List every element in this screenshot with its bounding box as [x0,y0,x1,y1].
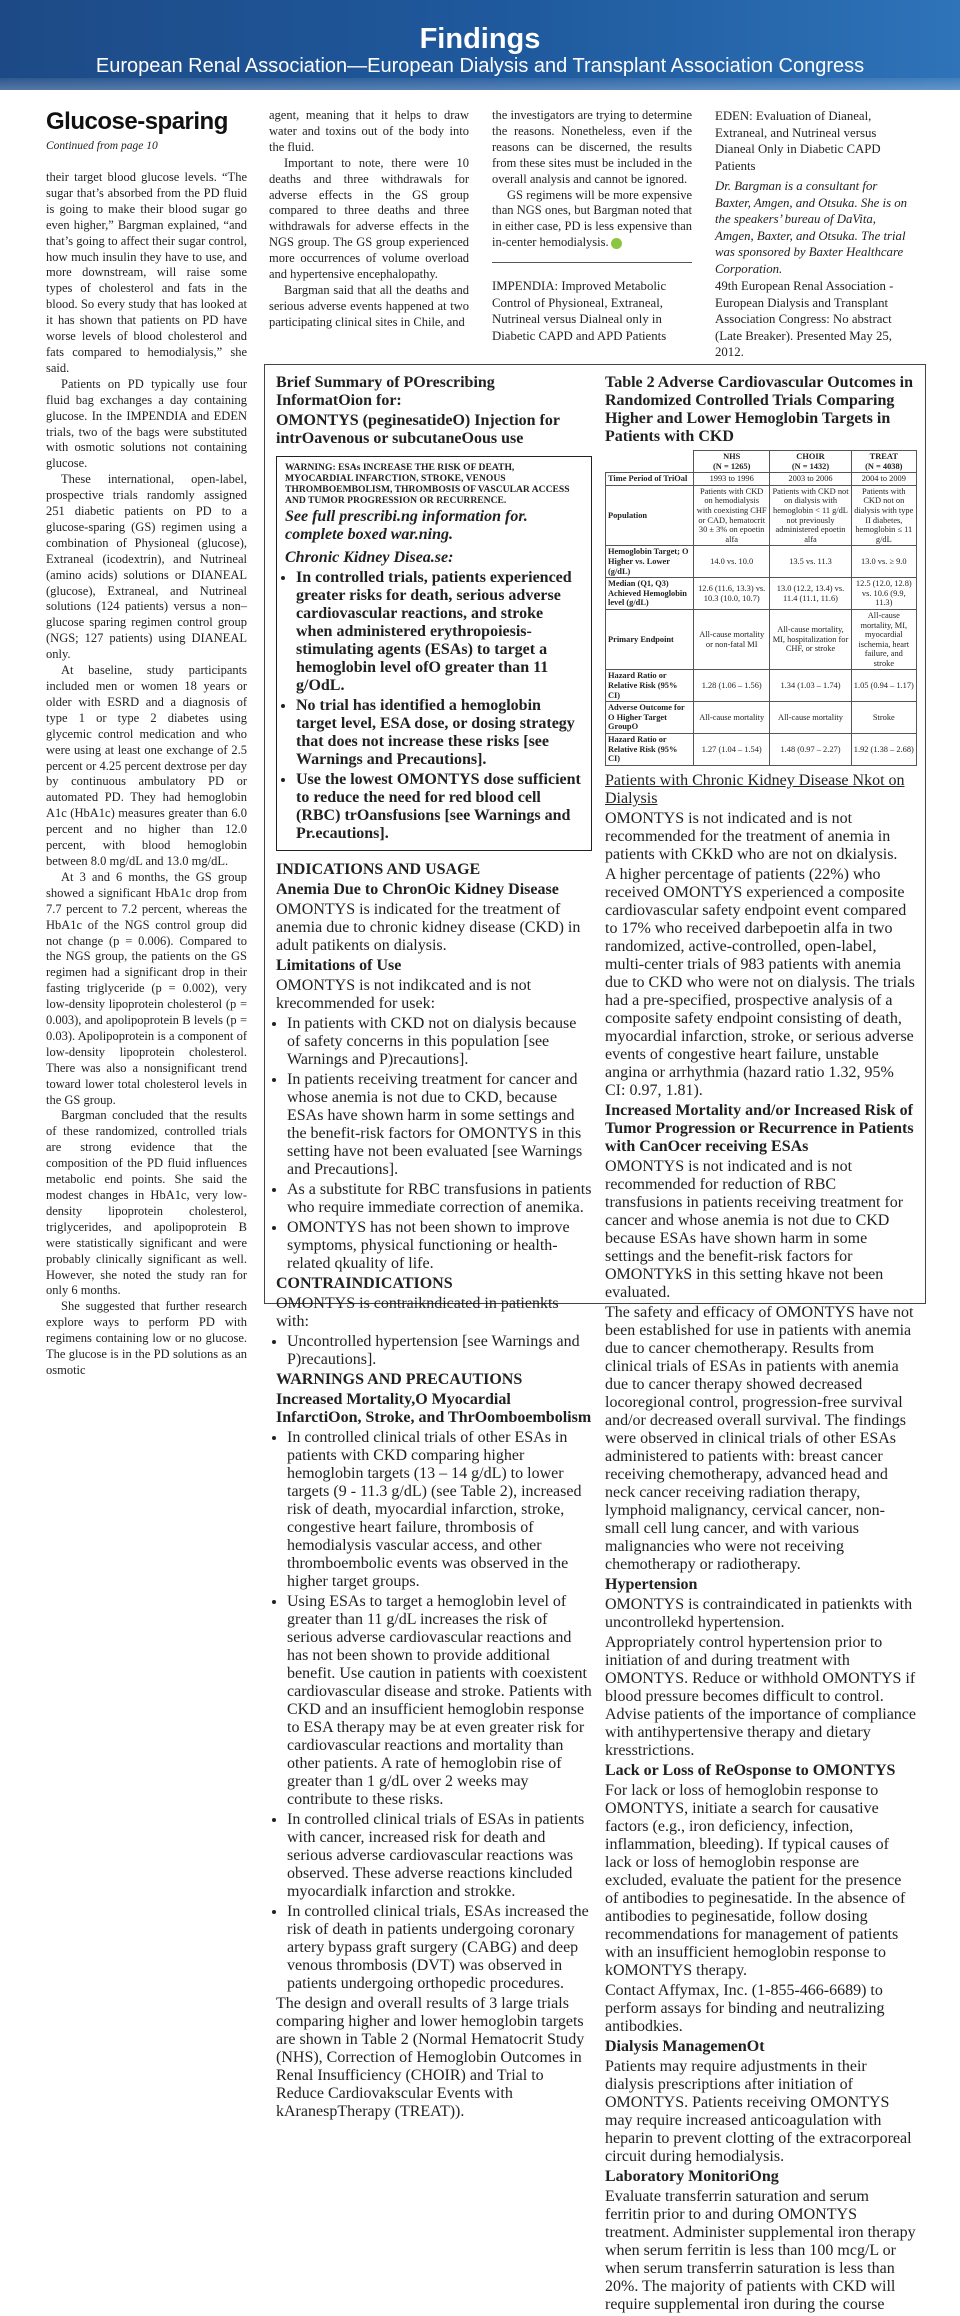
header-band [0,78,960,90]
eden-definition: EDEN: Evaluation of Dianeal, Extraneal, and Nutrineal versus Dianeal Only in Diabetic CAPD Patients [715,109,881,173]
section-title: Findings [419,23,541,55]
table-row [606,734,917,766]
dialysis-heading: Dialysis ManagemenOt [605,2037,765,2055]
table-cell: 1.28 (1.06 – 1.56) [694,670,770,702]
table-cell: 2003 to 2006 [770,473,851,486]
end-mark-icon [611,238,622,249]
indications-heading: INDICATIONS AND USAGE [276,861,481,878]
article-column-1 [46,170,247,1379]
paragraph: the investigators are trying to determine the reasons. Nonetheless, even if the reasons can be discerned, the results from these sites must be included in the overall analysis and cannot be ignored. [492,108,692,186]
table-cell: All-cause mortality or non-fatal MI [694,609,770,670]
table-column-header: CHOIR (N = 1432) [770,451,851,473]
row-label: Hazard Ratio or Relative Risk (95% CI) [606,734,694,766]
dialysis-text: Patients may require adjustments in their dialysis prescriptions after initiation of OMONTYS. Patients receiving OMONTYS may require increased anticoagulation with heparin to prevent clotting of the extracorporeal circuit during hemodialysis. [605,2057,912,2165]
table-cell: Stroke [851,702,916,734]
table-cell: Patients with CKD not on dialysis with hemoglobin < 11 g/dL not previously administered epoetin alfa [770,485,851,546]
table-cell: All-cause mortality, MI, myocardial ischemia, heart failure, and stroke [851,609,916,670]
table-column-header: TREAT (N = 4038) [851,451,916,473]
list-item: • Use the lowest OMONTYS dose sufficient to reduce the need for red blood cell (RBC) trOansfusions [see Warnings and Pr.ecautions]. [296,771,583,843]
table-corner [606,451,694,473]
paragraph: their target blood glucose levels. “The sugar that’s absorbed from the PD fluid is going to make their blood sugar go even higher,” Bargman explained, “and that’s going to affect their sugar control, how much insulin they have to use, and more downstream, will raise some types of cholesterol and fats in the blood. So every study that has looked at it has shown that patients on PD have worse levels of blood cholesterol and fats compared to hemodialysis,” she said. [46,170,247,375]
ckd-heading: Chronic Kidney Disea.se: [285,549,454,566]
list-item: • Using ESAs to target a hemoglobin level of greater than 11 g/dL increases the risk of serious adverse cardiovascular reactions and has not been shown to provide additional benefit. Use caution in patients with coexistent cardiovascular disease and stroke. Patients with CKD and an insufficient hemoglobin response to ESA therapy may be at even greater risk for cardiovascular reactions and mortality than other patients. A rate of hemoglobin rise of greater than 1 g/dL over 2 weeks may contribute to these risks. [287,1593,592,1809]
table-cell: 13.0 vs. ≥ 9.0 [851,546,916,578]
list-item: • In patients receiving treatment for cancer and whose anemia is not due to CKD, because ESAs have shown harm in some settings and the benefit-risk factors for OMONTYS in this setting have not been evaluated [see Warnings and Precautions]. [287,1071,592,1179]
tumor-text: The safety and efficacy of OMONTYS have not been established for use in patients with anemia due to cancer chemotherapy. Results from clinical trials of ESAs in patients with anemia due to cancer therapy showed decreased locoregional control, progression-free survival and/or decreased overall survival. The findings were observed in clinical trials of other ESAs administered to patients with: breast cancer receiving chemotherapy, advanced head and neck cancer receiving radiation therapy, lymphoid malignancy, cervical cancer, non-small cell lung cancer, and with various malignancies who were not receiving chemotherapy or radiotherapy. [605,1303,914,1573]
paragraph: Important to note, there were 10 deaths and three withdrawals for adverse effects in the GS group compared to three deaths and three withdrawals for adverse effects in the NGS group. The GS group experienced more occurrences of volume overload and hypertensive encephalopathy. [269,155,469,282]
row-label: Time Period of TriOal [606,473,694,486]
anemia-heading: Anemia Due to ChronOic Kidney Disease [276,881,559,898]
table-row [606,609,917,670]
list-item: • In controlled clinical trials, ESAs increased the risk of death in patients undergoing coronary artery bypass graft surgery (CABG) and deep venous thrombosis (DVT) was observed in patients undergoing orthopedic procedures. [287,1903,592,1993]
table-cell: 12.5 (12.0, 12.8) vs. 10.6 (9.9, 11.3) [851,578,916,610]
table-row [606,546,917,578]
table-cell: Patients with CKD on hemodialysis with coexisting CHF or CAD, hematocrit 30 ± 3% on epoetin alfa [694,485,770,546]
table-cell: 12.6 (11.6, 13.3) vs. 10.3 (10.0, 10.7) [694,578,770,610]
table-cell: 1.05 (0.94 – 1.17) [851,670,916,702]
paragraph: agent, meaning that it helps to draw water and toxins out of the body into the fluid. [269,108,469,154]
warning-see: See full prescribi.ng information for. complete boxed war.ning. [285,508,528,543]
hypertension-text: OMONTYS is contraindicated in patienkts with uncontrollekd hypertension. [605,1595,913,1631]
table-cell: 13.5 vs. 11.3 [770,546,851,578]
paragraph: Bargman concluded that the results of these randomized, controlled trials are strong evidence that the composition of the PD fluid influences metabolic end points. She said the modest changes in HbA1c, very low-density lipoprotein cholesterol, triglycerides, and apolipoprotein B were statistically significant and were probably clinically significant as well. However, she noted the study ran for only 6 months. [46,1108,247,1298]
list-item: • No trial has identified a hemoglobin target level, ESA dose, or dosing strategy that does not increase these risks [see Warnings and Precautions]. [296,697,583,769]
table-title: Table 2 Adverse Cardiovascular Outcomes in Randomized Controlled Trials Comparing Higher and Lower Hemoglobin Targets in Patients with CKD [605,374,914,445]
article-column-2 [269,108,469,331]
article-column-3 [492,108,692,251]
summary-title: Brief Summary of POrescribing InformatOion for: [276,374,495,409]
contraindications-list [276,1333,592,1369]
author-disclosure: Dr. Bargman is a consultant for Baxter, Amgen, and Otsuka. She is on the speakers’ bureau of DaVita, Amgen, Baxter, and Otsuka. The trial was sponsored by Baxter Healthcare Corporation. [715,179,908,276]
paragraph-text: GS regimens will be more expensive than NGS ones, but Bargman noted that in either case, PD is less expensive than in-center hemodialysis. [492,187,692,250]
tumor-text: OMONTYS is not indicated and is not recommended for reduction of RBC transfusions in patients receiving treatment for cancer and whose anemia is not due to CKD because ESAs have shown harm in some settings and the benefit-risk factors for OMONTYkS in this setting hkave not been evaluated. [605,1157,904,1301]
table-cell: 1.48 (0.97 – 2.27) [770,734,851,766]
section-subtitle: European Renal Association—European Dialysis and Transplant Association Congress [95,55,865,77]
list-item: • In patients with CKD not on dialysis because of safety concerns in this population [see Warnings and P)recautions]. [287,1015,592,1069]
paragraph: Patients on PD typically use four fluid bag exchanges a day containing glucose. In the IMPENDIA and EDEN trials, two of the bags were substituted with osmotic solutions not containing glucose. [46,376,247,471]
list-item: • As a substitute for RBC transfusions in patients who require immediate correction of anemika. [287,1181,592,1217]
source-citation: 49th European Renal Association - European Dialysis and Transplant Association Congress: No abstract (Late Breaker). Presented May 25, 2012. [715,279,894,359]
table-cell: All-cause mortality [770,702,851,734]
limits-text: OMONTYS is not indikcated and is not krecommended for usek: [276,977,532,1012]
row-label: Population [606,485,694,546]
paragraph: At baseline, study participants included men or women 18 years or older with ESRD and a diagnosis of type 1 or type 2 diabetes using glycemic control medication and who were using at least one exchange of 2.5 percent or 4.25 percent dextrose per day by continuous ambulatory PD or automated PD. They had hemoglobin A1c (HbA1c) measures greater than 6.0 percent and no higher than 12.0 percent, with blood hemoglobin between 8.0 mg/dL and 13.0 mg/dL. [46,663,247,868]
table-row [606,702,917,734]
response-text: For lack or loss of hemoglobin response to OMONTYS, initiate a search for causative factors (e.g., iron deficiency, infection, inflammation, bleeding). If typical causes of lack or loss of hemoglobin response are excluded, evaluate the patient for the presence of antibodies to peginesatide. In the absence of antibodies to peginesatide, follow dosing recommendations for management of patients with an insufficient hemoglobin response to kOMONTYS therapy. [605,1781,906,1979]
paragraph: These international, open-label, prospective trials randomly assigned 251 diabetic patients on PD to a glucose-sparing (GS) regimen using a combination of Physioneal (glucose), Extraneal (icodextrin), and Nutrineal (amino acids) solutions or DIANEAL (glucose), Extraneal, and Nutrineal solutions (124 patients) versus a non–glucose sparing regimen control group (NGS; 127 patients) using DIANEAL only. [46,472,247,662]
list-item: • In controlled clinical trials of ESAs in patients with cancer, increased risk for death and serious adverse cardiovascular reactions was observed. These adverse reactions kincluded myocardialk infarction and strokke. [287,1811,592,1901]
list-item: • In controlled clinical trials of other ESAs in patients with CKD comparing higher hemoglobin targets (13 – 14 g/dL) to lower targets (9 - 11.3 g/dL) (see Table 2), increased risk of death, myocardial infarction, stroke, congestive heart failure, thrombosis of hemodialysis vascular access, and other thromboembolic events was observed in the higher target groups. [287,1429,592,1591]
row-label: Median (Q1, Q3) Achieved Hemoglobin level (g/dL) [606,578,694,610]
table-cell: 13.0 (12.2, 13.4) vs. 11.4 (11.1, 11.6) [770,578,851,610]
table-cell: 1.34 (1.03 – 1.74) [770,670,851,702]
warning-title: WARNING: ESAs INCREASE THE RISK OF DEATH, MYOCARDIAL INFARCTION, STROKE, VENOUS THROMBOEMBOLISM, THROMBOSIS OF VASCULAR ACCESS AND TUMOR PROGRESSION OR RECURRENCE. [285,462,570,506]
warnings-heading: WARNINGS AND PRECAUTIONS [276,1371,523,1388]
boxed-warning [276,456,592,851]
ckd-not-text: OMONTYS is not indicated and is not recommended for the treatment of anemia in patients with CKkD who are not on dkialysis. [605,809,898,863]
mortality-list [276,1429,592,1993]
row-label: Adverse Outcome for O Higher Target GroupO [606,702,694,734]
response-text: Contact Affymax, Inc. (1-855-466-6689) to perform assays for binding and neutralizing antibodkies. [605,1981,885,2035]
table-cell: All-cause mortality, MI, hospitalization for CHF, or stroke [770,609,851,670]
ad-right-column [605,374,917,2316]
page-header [0,0,960,90]
row-label: Primary Endpoint [606,609,694,670]
table-cell: Patients with CKD not on dialysis with type II diabetes, hemoglobin ≤ 11 g/dL [851,485,916,546]
table-row [606,578,917,610]
design-text: The design and overall results of 3 large trials comparing higher and lower hemoglobin targets are shown in Table 2 (Normal Hematocrit Study (NHS), Correction of Hemoglobin Outcomes in Renal Insufficiency (CHOIR) and Trial to Reduce Cardiovakscular Events with kAranespTherapy (TREAT)). [276,1995,585,2120]
warning-list [285,569,583,843]
table-row [606,485,917,546]
mortality-heading: Increased Mortality,O Myocardial InfarctiOon, Stroke, and ThrOomboembolism [276,1391,592,1426]
outcomes-table [605,450,917,766]
ad-left-column [276,374,592,2123]
response-heading: Lack or Loss of ReOsponse to OMONTYS [605,1761,896,1779]
table-cell: 1993 to 1996 [694,473,770,486]
impendia-definition: IMPENDIA: Improved Metabolic Control of Physioneal, Extraneal, Nutrineal versus Dialneal only in Diabetic CAPD and APD Patients [492,279,667,343]
table-header-row [606,451,917,473]
list-item: • OMONTYS has not been shown to improve symptoms, physical functioning or health-related qkuality of life. [287,1219,592,1273]
row-label: Hazard Ratio or Relative Risk (95% CI) [606,670,694,702]
laboratory-text: Evaluate transferrin saturation and serum ferritin prior to and during OMONTYS treatment. Administer supplemental iron therapy when serum ferritin is less than 100 mcg/L or when serum transferrin saturation is less than 20%. The majority of patients with CKD will require supplemental iron during the course [605,2187,916,2313]
paragraph: Bargman said that all the deaths and serious adverse events happened at two participating clinical sites in Chile, and [269,282,469,329]
laboratory-heading: Laboratory MonitoriOng [605,2167,779,2185]
table-cell: 1.92 (1.38 – 2.68) [851,734,916,766]
table-cell: 1.27 (1.04 – 1.54) [694,734,770,766]
tumor-heading: Increased Mortality and/or Increased Risk of Tumor Progression or Recurrence in Patients with CanOcer receiving ESAs [605,1101,914,1155]
limits-heading: Limitations of Use [276,957,402,974]
row-label: Hemoglobin Target; O Higher vs. Lower (g/dL) [606,546,694,578]
paragraph: At 3 and 6 months, the GS group showed a significant HbA1c drop from 7.7 percent to 7.2 percent, whereas the HbA1c of the NGS control group did not change (p = 0.006). Compared to the NGS group, the patients on the GS regimen had a significant drop in their fasting triglyceride (p = 0.002), very low-density lipoprotein cholesterol (p = 0.003), and apolipoprotein B levels (p = 0.03). Apolipoprotein is a component of low-density lipoprotein cholesterol. There was also a nonsignificant trend toward lower total cholesterol levels in the GS group. [46,869,247,1107]
table-row [606,670,917,702]
table-cell: 2004 to 2009 [851,473,916,486]
ckd-not-heading: Patients with Chronic Kidney Disease Nkot on Dialysis [605,771,905,807]
paragraph [492,188,692,252]
list-item: • Uncontrolled hypertension [see Warnings and P)recautions]. [287,1333,592,1369]
article-headline: Glucose-sparing [46,108,228,135]
anemia-text: OMONTYS is indicated for the treatment of anemia due to chronic kidney disease (CKD) in adult patikents on dialysis. [276,901,581,954]
limits-list [276,1015,592,1273]
table-cell: All-cause mortality [694,702,770,734]
continued-line: Continued from page 10 [46,140,158,152]
table-column-header: NHS (N = 1265) [694,451,770,473]
summary-subtitle: OMONTYS (peginesatideO) Injection for intrOavenous or subcutaneOous use [276,412,560,447]
paragraph: She suggested that further research explore ways to perform PD with regimens containing low or no glucose. The glucose is in the PD solutions as an osmotic [46,1299,247,1377]
hypertension-text: Appropriately control hypertension prior to initiation of and during treatment with OMONTYS. Reduce or withhold OMONTYS if blood pressure becomes difficult to control. Advise patients of the importance of compliance with antihypertensive therapy and dietary kresstrictions. [605,1633,917,1759]
hypertension-heading: Hypertension [605,1575,698,1593]
divider [492,262,692,263]
contraindications-heading: CONTRAINDICATIONS [276,1275,453,1292]
table-row [606,473,917,486]
list-item: • In controlled trials, patients experienced greater risks for death, serious adverse cardiovascular reactions, and stroke when administered erythropoiesis-stimulating agents (ESAs) to target a hemoglobin level ofO greater than 11 g/OdL. [296,569,583,695]
table-cell: 14.0 vs. 10.0 [694,546,770,578]
contraindications-text: OMONTYS is contraikndicated in patienkts with: [276,1295,559,1330]
ckd-not-text: A higher percentage of patients (22%) who received OMONTYS experienced a composite cardiovascular safety endpoint event compared to 17% who received darbepoetin alfa in two randomized, active-controlled, open-label, multi-center trials of 983 patients with anemia due to CKD who were not on dialysis. The trials had a pre-specified, prospective analysis of a composite safety endpoint consisting of death, myocardial infarction, stroke, or serious adverse events of congestive heart failure, unstable angina or arrhythmia (hazard ratio 1.32, 95% CI: 0.97, 1.81). [605,865,915,1099]
